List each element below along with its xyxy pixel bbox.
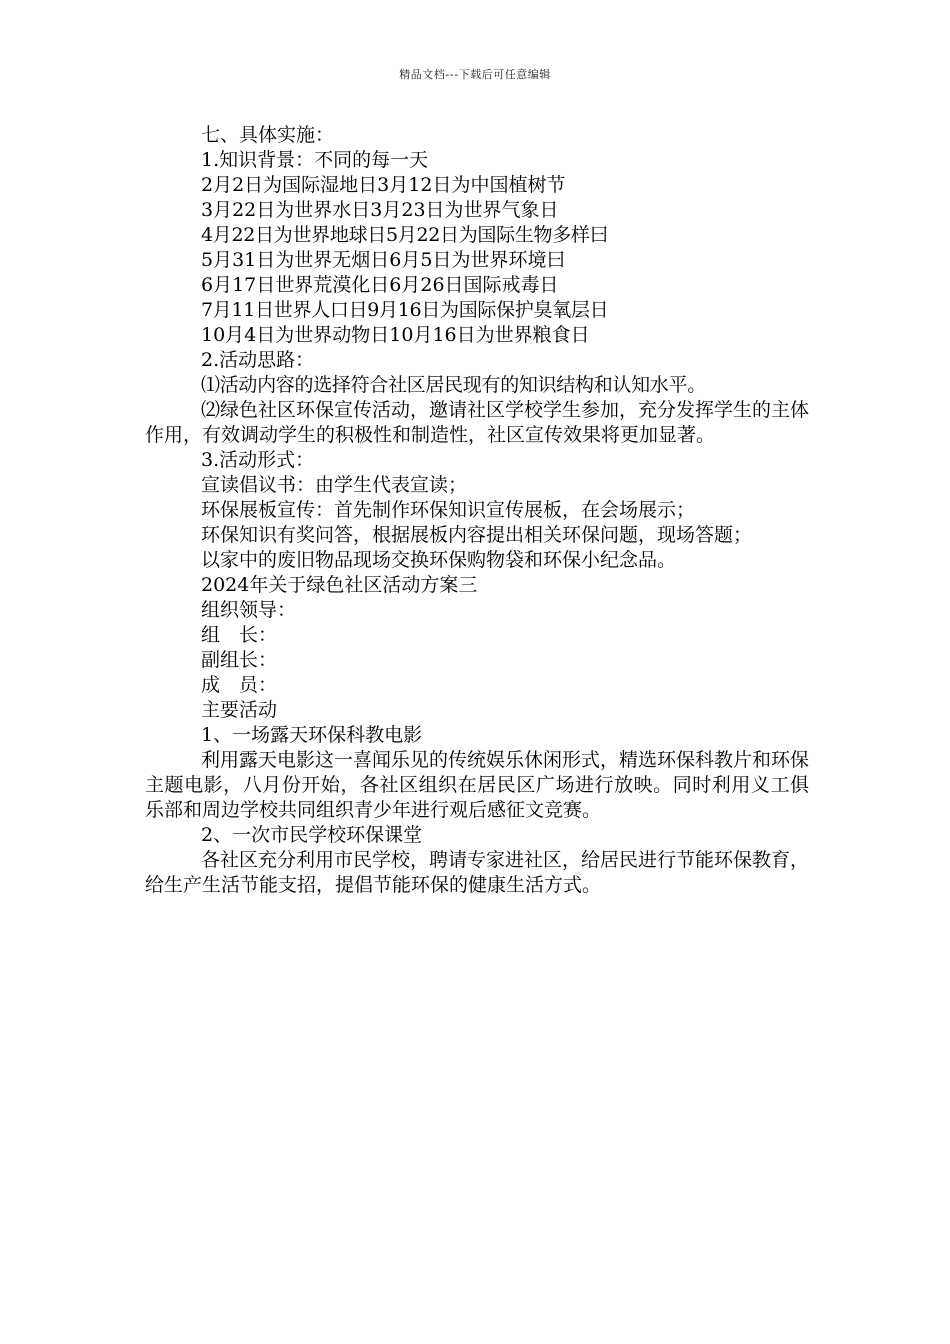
date-line: 6月17日世界荒漠化日6月26日国际戒毒日 (201, 274, 559, 296)
date-line: 7月11日世界人口日9月16日为国际保护臭氧层日 (201, 299, 609, 321)
date-line: 5月31日为世界无烟日6月5日为世界环境曰 (201, 249, 566, 271)
paragraph: 各社区充分利用市民学校，聘请专家进社区，给居民进行节能环保教育，给生产生活节能支招，提倡节能环保的健康生活方式。 (145, 849, 810, 896)
page-header: 精品文档---下载后可任意编辑 (399, 68, 551, 81)
paragraph: 以家中的废旧物品现场交换环保购物袋和环保小纪念品。 (201, 549, 677, 571)
paragraph: 成 员： (201, 674, 278, 696)
section-heading: 七、具体实施： (201, 124, 335, 146)
paragraph: ⑵绿色社区环保宣传活动，邀请社区学校学生参加，充分发挥学生的主体作用，有效调动学生的积极性和制造性，社区宣传效果将更加显著。 (145, 399, 810, 446)
paragraph: 环保展板宣传：首先制作环保知识宣传展板，在会场展示； (201, 499, 696, 521)
date-line: 4月22日为世界地球日5月22日为国际生物多样曰 (201, 224, 609, 246)
document-body (145, 123, 809, 898)
paragraph: 副组长： (201, 649, 278, 671)
date-line: 10月4日为世界动物日10月16日为世界粮食日 (201, 324, 590, 346)
paragraph: 3.活动形式： (201, 449, 315, 471)
paragraph: 2.活动思路： (201, 349, 315, 371)
date-line: 2月2日为国际湿地日3月12日为中国植树节 (201, 174, 566, 196)
paragraph: 利用露天电影这一喜闻乐见的传统娱乐休闲形式，精选环保科教片和环保主题电影，八月份开始，各社区组织在居民区广场进行放映。同时利用义工俱乐部和周边学校共同组织青少年进行观后感征文竞赛。 (145, 749, 810, 821)
paragraph: 2、一次市民学校环保课堂 (201, 824, 423, 846)
paragraph: ⑴活动内容的选择符合社区居民现有的知识结构和认知水平。 (201, 374, 706, 396)
section-heading: 2024年关于绿色社区活动方案三 (201, 574, 478, 596)
paragraph: 组织领导： (201, 599, 297, 621)
paragraph: 环保知识有奖问答，根据展板内容提出相关环保问题，现场答题； (201, 524, 753, 546)
date-line: 3月22日为世界水日3月23日为世界气象日 (201, 199, 559, 221)
paragraph: 1、一场露天环保科教电影 (201, 724, 423, 746)
paragraph: 1.知识背景：不同的每一天 (201, 149, 429, 171)
paragraph: 主要活动 (201, 699, 278, 721)
paragraph: 组 长： (201, 624, 278, 646)
paragraph: 宣读倡议书：由学生代表宣读； (201, 474, 468, 496)
